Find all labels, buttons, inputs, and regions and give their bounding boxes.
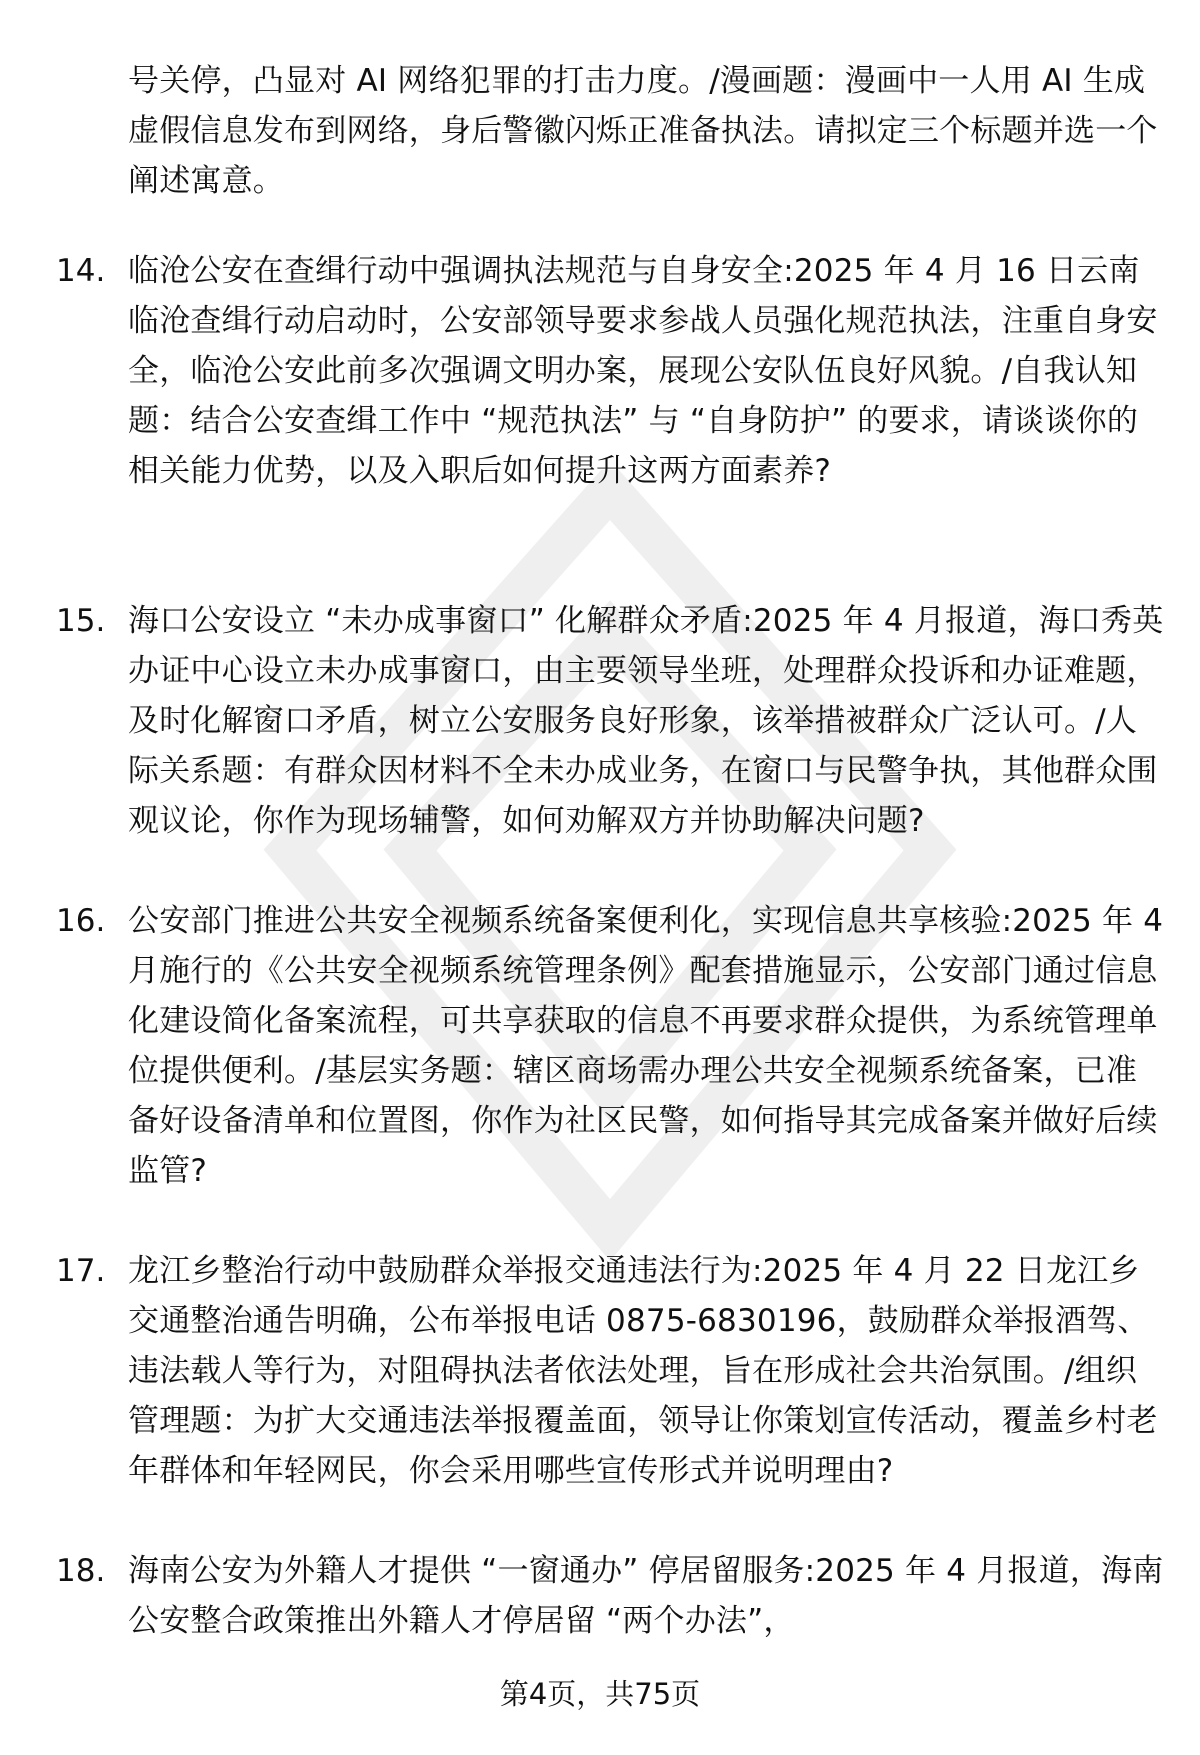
item-number: 16. xyxy=(56,903,106,939)
item-text: 海口公安设立 “未办成事窗口” 化解群众矛盾:2025 年 4 月报道，海口秀英办证中心设立未办成事窗口，由主要领导坐班，处理群众投诉和办证难题，及时化解窗口矛盾，树立公安服务良好形象，该举措被群众广泛认可。/人际关系题：有群众因材料不全未办成业务，在窗口与民警争执，其他群众围观议论，你作为现场辅警，如何劝解双方并协助解决问题? xyxy=(128,603,1164,839)
item-text: 龙江乡整治行动中鼓励群众举报交通违法行为:2025 年 4 月 22 日龙江乡交通整治通告明确，公布举报电话 0875-6830196，鼓励群众举报酒驾、违法载人等行为，对阻碍执法者依法处理，旨在形成社会共治氛围。/组织管理题：为扩大交通违法举报覆盖面，领导让你策划宣传活动，覆盖乡村老年群体和年轻网民，你会采用哪些宣传形式并说明理由? xyxy=(128,1253,1158,1489)
item-number: 18. xyxy=(56,1553,106,1589)
item-number: 17. xyxy=(56,1253,106,1289)
item-text: 公安部门推进公共安全视频系统备案便利化，实现信息共享核验:2025 年 4 月施行的《公共安全视频系统管理条例》配套措施显示，公安部门通过信息化建设简化备案流程，可共享获取的信息不再要求群众提供，为系统管理单位提供便利。/基层实务题：辖区商场需办理公共安全视频系统备案，已准备好设备清单和位置图，你作为社区民警，如何指导其完成备案并做好后续监管? xyxy=(128,903,1164,1189)
item-text: 临沧公安在查缉行动中强调执法规范与自身安全:2025 年 4 月 16 日云南临沧查缉行动启动时，公安部领导要求参战人员强化规范执法，注重自身安全，临沧公安此前多次强调文明办案，展现公安队伍良好风貌。/自我认知题：结合公安查缉工作中 “规范执法” 与 “自身防护” 的要求，请谈谈你的相关能力优势，以及入职后如何提升这两方面素养? xyxy=(128,253,1158,489)
item-number: 15. xyxy=(56,603,106,639)
item-text: 海南公安为外籍人才提供 “一窗通办” 停居留服务:2025 年 4 月报道，海南公安整合政策推出外籍人才停居留 “两个办法”， xyxy=(128,1553,1164,1639)
page-footer: 第4页，共75页 xyxy=(499,1677,701,1711)
continuation-paragraph: 号关停，凸显对 AI 网络犯罪的打击力度。/漫画题：漫画中一人用 AI 生成虚假信息发布到网络，身后警徽闪烁正准备执法。请拟定三个标题并选一个阐述寓意。 xyxy=(128,63,1158,199)
item-number: 14. xyxy=(56,253,106,289)
